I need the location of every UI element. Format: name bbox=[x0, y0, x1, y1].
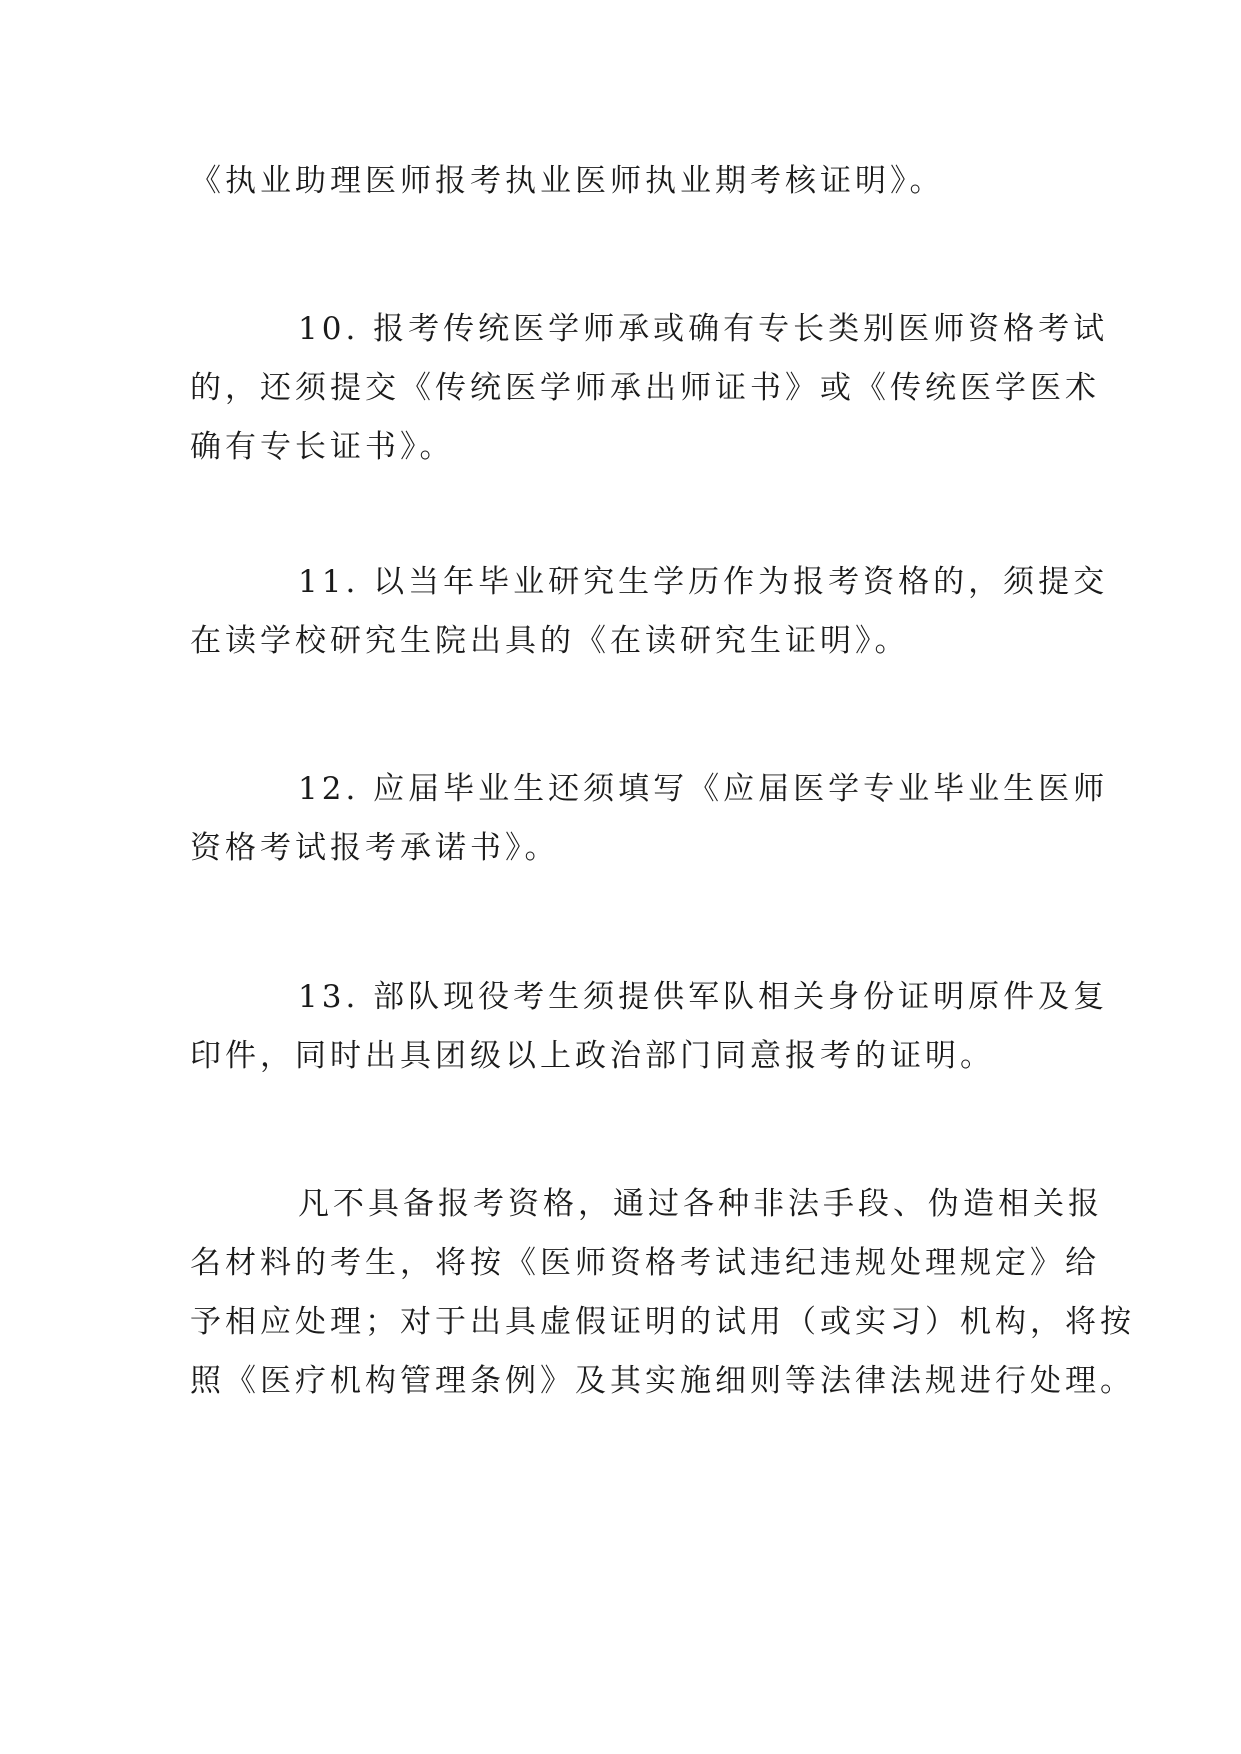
text-line: 资格考试报考承诺书》。 bbox=[190, 830, 560, 866]
text-line: 10. 报考传统医学师承或确有专长类别医师资格考试 bbox=[298, 311, 1109, 347]
paragraph-item-10 bbox=[190, 300, 1109, 477]
text-line: 12. 应届毕业生还须填写《应届医学专业毕业生医师 bbox=[298, 771, 1109, 807]
text-line: 凡不具备报考资格，通过各种非法手段、伪造相关报 bbox=[298, 1186, 1103, 1222]
text-line: 的，还须提交《传统医学师承出师证书》或《传统医学医术 bbox=[190, 370, 1100, 406]
paragraph-violation-notice bbox=[190, 1175, 1135, 1411]
paragraph-item-11 bbox=[190, 553, 1109, 671]
paragraph-item-12 bbox=[190, 760, 1109, 878]
text-line: 照《医疗机构管理条例》及其实施细则等法律法规进行处理。 bbox=[190, 1363, 1135, 1399]
text-line: 予相应处理；对于出具虚假证明的试用（或实习）机构，将按 bbox=[190, 1304, 1135, 1340]
paragraph-certificate-continuation bbox=[190, 152, 1060, 211]
text-line: 在读学校研究生院出具的《在读研究生证明》。 bbox=[190, 623, 910, 659]
text-line: 确有专长证书》。 bbox=[190, 429, 455, 465]
text-line: 印件，同时出具团级以上政治部门同意报考的证明。 bbox=[190, 1038, 995, 1074]
text-line: 11. 以当年毕业研究生学历作为报考资格的，须提交 bbox=[298, 564, 1109, 600]
paragraph-item-13 bbox=[190, 968, 1109, 1086]
text-line: 13. 部队现役考生须提供军队相关身份证明原件及复 bbox=[298, 979, 1109, 1015]
text-line: 《执业助理医师报考执业医师执业期考核证明》。 bbox=[190, 163, 945, 199]
text-line: 名材料的考生，将按《医师资格考试违纪违规处理规定》给 bbox=[190, 1245, 1100, 1281]
